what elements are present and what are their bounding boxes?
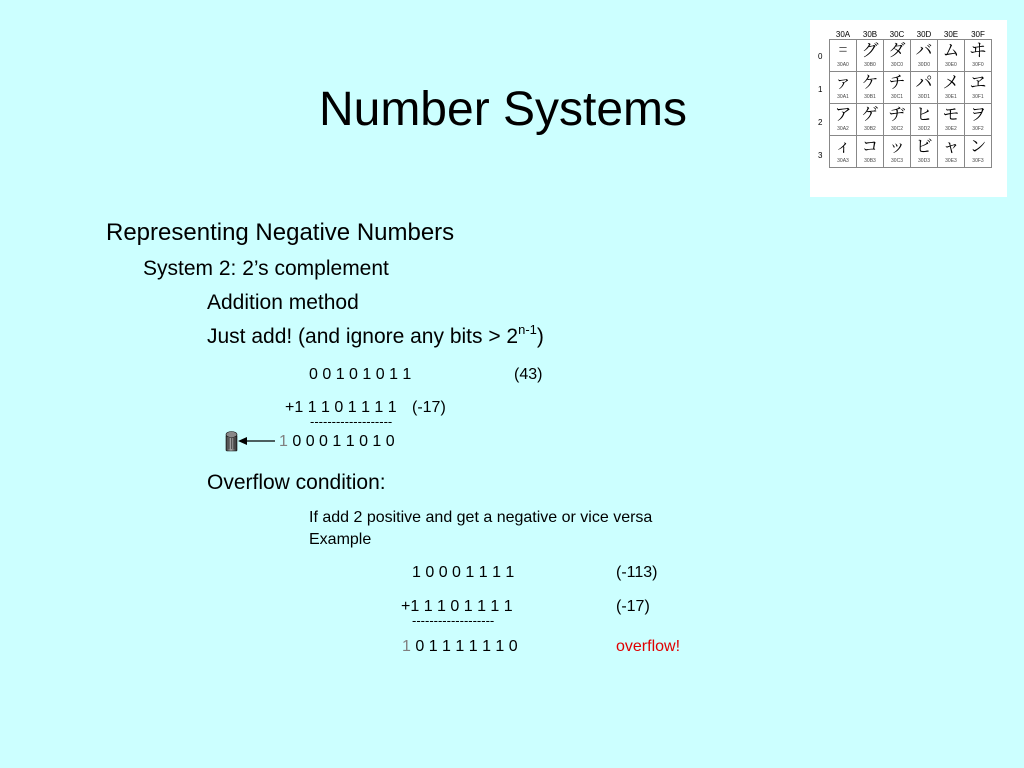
kana-code: 30F0 bbox=[972, 62, 984, 68]
overflow-heading: Overflow condition: bbox=[207, 471, 386, 494]
kana-code: 30A0 bbox=[837, 62, 849, 68]
kana-code: 30B2 bbox=[864, 126, 876, 132]
kana-cell bbox=[884, 72, 911, 104]
kana-code: 30D3 bbox=[918, 158, 930, 164]
kana-cell bbox=[938, 72, 965, 104]
just-add-text: Just add! (and ignore any bits > 2 bbox=[207, 325, 519, 348]
kana-cell bbox=[911, 40, 938, 72]
kana-cell bbox=[884, 104, 911, 136]
kana-cell bbox=[884, 40, 911, 72]
kana-glyph: ヰ bbox=[969, 41, 987, 61]
kana-glyph: ビ bbox=[915, 137, 933, 157]
kana-code: 30F2 bbox=[972, 126, 984, 132]
kana-row bbox=[830, 104, 992, 136]
kana-glyph: バ bbox=[915, 41, 933, 61]
kana-column-header: 30C bbox=[889, 29, 905, 39]
kana-glyph: メ bbox=[942, 73, 960, 93]
just-add-close: ) bbox=[536, 325, 544, 348]
kana-code: 30F3 bbox=[972, 158, 984, 164]
kana-cell bbox=[857, 72, 884, 104]
kana-cell bbox=[938, 40, 965, 72]
kana-code: 30B1 bbox=[864, 94, 876, 100]
kana-code: 30A3 bbox=[837, 158, 849, 164]
kana-code: 30A2 bbox=[837, 126, 849, 132]
kana-code: 30E2 bbox=[945, 126, 957, 132]
ex1-row1-bits: 0 0 1 0 1 0 1 1 bbox=[309, 366, 412, 383]
ex1-result-bits: 0 0 0 1 1 0 1 0 bbox=[292, 433, 395, 450]
kana-code: 30B0 bbox=[864, 62, 876, 68]
kana-code: 30C2 bbox=[891, 126, 903, 132]
kana-glyph: パ bbox=[915, 73, 933, 93]
kana-glyph: モ bbox=[942, 105, 960, 125]
ex2-row2-bits: +1 1 1 0 1 1 1 1 bbox=[401, 598, 513, 615]
kana-glyph: チ bbox=[888, 73, 906, 93]
kana-cell bbox=[884, 136, 911, 168]
kana-column-header: 30B bbox=[862, 29, 878, 39]
kana-glyph: ダ bbox=[888, 41, 906, 61]
kana-row-label: 3 bbox=[818, 151, 823, 160]
kana-cell bbox=[965, 104, 992, 136]
kana-cell bbox=[965, 136, 992, 168]
ex1-row2-decimal: (-17) bbox=[412, 399, 446, 416]
overflow-description: If add 2 positive and get a negative or vice versa bbox=[309, 509, 653, 526]
kana-cell bbox=[911, 72, 938, 104]
kana-glyph: コ bbox=[861, 137, 879, 157]
ex2-result-bits: 0 1 1 1 1 1 1 0 bbox=[415, 638, 518, 655]
example-label: Example bbox=[309, 531, 372, 548]
kana-glyph: ヒ bbox=[915, 105, 933, 125]
kana-code: 30B3 bbox=[864, 158, 876, 164]
kana-code: 30E0 bbox=[945, 62, 957, 68]
subheading-twos-complement: System 2: 2’s complement bbox=[143, 257, 389, 280]
ex2-sum-rule: ------------------- bbox=[412, 613, 495, 628]
kana-column-header: 30A bbox=[835, 29, 851, 39]
ex2-row2-decimal: (-17) bbox=[616, 598, 650, 615]
kana-column-header: 30E bbox=[943, 29, 959, 39]
kana-cell bbox=[857, 136, 884, 168]
kana-cell bbox=[830, 104, 857, 136]
ex2-row1-decimal: (-113) bbox=[616, 564, 658, 581]
kana-code: 30A1 bbox=[837, 94, 849, 100]
ex1-result-line bbox=[279, 433, 395, 451]
ex2-result-line bbox=[402, 638, 518, 656]
heading-negative-numbers: Representing Negative Numbers bbox=[106, 219, 455, 246]
kana-code: 30D2 bbox=[918, 126, 930, 132]
kana-glyph: ャ bbox=[942, 137, 960, 157]
kana-cell bbox=[911, 136, 938, 168]
ex1-carry-bit: 1 bbox=[279, 433, 288, 450]
kana-cell bbox=[830, 40, 857, 72]
kana-glyph: ア bbox=[834, 105, 852, 125]
kana-cell bbox=[830, 72, 857, 104]
kana-glyph: ヲ bbox=[969, 105, 987, 125]
ex1-row2-bits: +1 1 1 0 1 1 1 1 bbox=[285, 399, 397, 416]
kana-glyph: ム bbox=[942, 41, 960, 61]
ex1-row1-decimal: (43) bbox=[514, 366, 543, 383]
kana-cell bbox=[965, 72, 992, 104]
ex2-row1-bits: 1 0 0 0 1 1 1 1 bbox=[412, 564, 515, 581]
kana-code: 30C1 bbox=[891, 94, 903, 100]
kana-code: 30D1 bbox=[918, 94, 930, 100]
kana-glyph: ヱ bbox=[969, 73, 987, 93]
kana-glyph: ヂ bbox=[888, 105, 906, 125]
kana-code: 30E1 bbox=[945, 94, 957, 100]
kana-row bbox=[830, 136, 992, 168]
kana-glyph: ン bbox=[969, 137, 987, 157]
subheading-addition-method: Addition method bbox=[207, 291, 359, 314]
kana-glyph: ゲ bbox=[861, 105, 879, 125]
arrow-left-icon bbox=[238, 434, 276, 448]
slide-title: Number Systems bbox=[318, 83, 688, 136]
kana-code: 30D0 bbox=[918, 62, 930, 68]
overflow-note: overflow! bbox=[616, 638, 681, 655]
kana-glyph: ァ bbox=[834, 73, 852, 93]
kana-glyph: グ bbox=[861, 41, 879, 61]
kana-cell bbox=[911, 104, 938, 136]
ex1-sum-rule: ------------------- bbox=[310, 414, 393, 429]
kana-glyph: ッ bbox=[888, 137, 906, 157]
trash-bin-icon bbox=[225, 430, 238, 452]
kana-cell bbox=[830, 136, 857, 168]
kana-code: 30F1 bbox=[972, 94, 984, 100]
kana-unicode-table bbox=[810, 20, 1007, 197]
kana-row-label: 1 bbox=[818, 85, 823, 94]
kana-row-label: 0 bbox=[818, 52, 823, 61]
kana-cell bbox=[938, 104, 965, 136]
just-add-exponent: n-1 bbox=[518, 322, 537, 337]
kana-glyph: ゠ bbox=[834, 41, 852, 61]
just-add-line bbox=[207, 322, 544, 349]
kana-cell bbox=[857, 40, 884, 72]
kana-row bbox=[830, 72, 992, 104]
kana-glyph: ィ bbox=[834, 137, 852, 157]
kana-cell bbox=[857, 104, 884, 136]
kana-code: 30C3 bbox=[891, 158, 903, 164]
kana-code: 30E3 bbox=[945, 158, 957, 164]
kana-row bbox=[830, 40, 992, 72]
ex2-carry-bit: 1 bbox=[402, 638, 411, 655]
kana-code: 30C0 bbox=[891, 62, 903, 68]
kana-cell bbox=[965, 40, 992, 72]
kana-cell bbox=[938, 136, 965, 168]
kana-column-header: 30D bbox=[916, 29, 932, 39]
kana-row-label: 2 bbox=[818, 118, 823, 127]
kana-glyph: ケ bbox=[861, 73, 879, 93]
kana-column-header: 30F bbox=[971, 29, 985, 39]
